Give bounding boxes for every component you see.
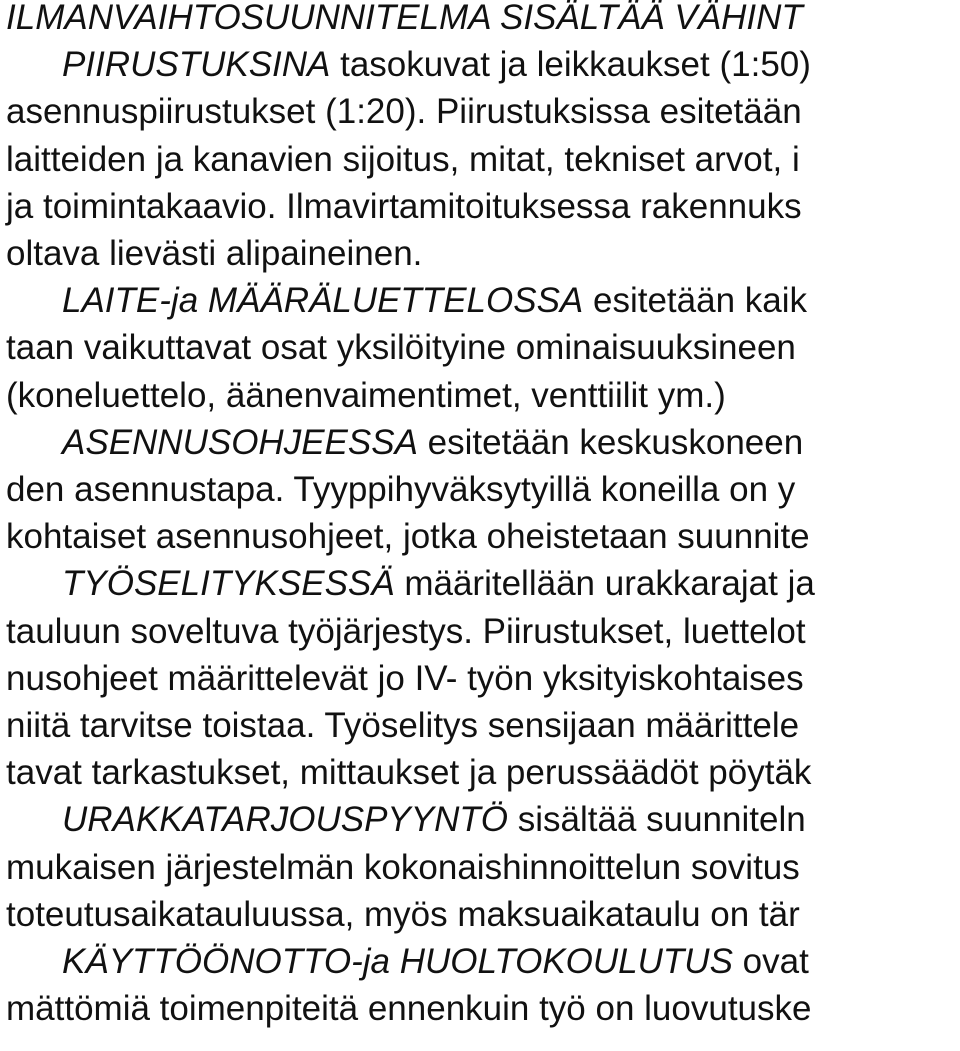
section-heading: ILMANVAIHTOSUUNNITELMA SISÄLTÄÄ VÄHINT — [6, 0, 803, 37]
text-line — [62, 562, 815, 606]
body-text: tavat tarkastukset, mittaukset ja perussäädöt pöytäk — [6, 753, 812, 793]
body-text: sisältää suunniteln — [508, 800, 806, 840]
section-heading: URAKKATARJOUSPYYNTÖ — [62, 800, 508, 840]
text-line — [6, 326, 796, 370]
body-text: ovat — [732, 942, 809, 981]
text-line — [6, 846, 800, 890]
text-line — [62, 279, 807, 323]
section-heading: TYÖSELITYKSESSÄ — [62, 564, 395, 604]
body-text: määritellään urakkarajat ja — [394, 564, 815, 604]
body-text: laitteiden ja kanavien sijoitus, mitat, tekniset arvot, i — [6, 139, 800, 179]
text-line — [6, 374, 726, 418]
text-line — [6, 704, 799, 748]
text-line — [62, 43, 811, 87]
body-text: tauluun soveltuva työjärjestys. Piirustukset, luettelot — [6, 611, 806, 651]
text-line — [6, 893, 800, 937]
body-text: ja toimintakaavio. Ilmavirtamitoituksessa rakennuks — [6, 186, 802, 226]
body-text: esitetään keskuskoneen — [417, 422, 804, 462]
text-line — [6, 657, 804, 701]
section-heading: KÄYTTÖÖNOTTO-ja HUOLTOKOULUTUS — [62, 942, 733, 981]
text-line — [6, 232, 422, 276]
text-line — [6, 468, 795, 512]
section-heading: ASENNUSOHJEESSA — [62, 422, 418, 462]
body-text: toteutusaikatauluussa, myös maksuaikataulu on tär — [6, 894, 800, 934]
text-line — [62, 421, 803, 465]
text-line — [62, 940, 809, 984]
section-heading: LAITE-ja MÄÄRÄLUETTELOSSA — [62, 281, 584, 321]
body-text: den asennustapa. Tyyppihyväksytyillä koneilla on y — [6, 470, 796, 509]
text-line — [6, 185, 802, 229]
text-line — [6, 751, 811, 795]
text-line — [6, 987, 811, 1031]
body-text: taan vaikuttavat osat yksilöityine ominaisuuksineen — [6, 328, 796, 368]
text-line — [6, 515, 810, 559]
body-text: asennuspiirustukset (1:20). Piirustuksissa esitetään — [6, 92, 802, 132]
body-text: mättömiä toimenpiteitä ennenkuin työ on luovutuske — [6, 989, 812, 1029]
body-text: esitetään kaik — [583, 281, 808, 321]
body-text: niitä tarvitse toistaa. Työselitys sensijaan määrittele — [6, 706, 800, 745]
body-text: (koneluettelo, äänenvaimentimet, venttiilit ym.) — [6, 375, 726, 415]
body-text: nusohjeet määrittelevät jo IV- työn yksityiskohtaises — [6, 658, 804, 698]
text-line — [6, 0, 803, 40]
body-text: mukaisen järjestelmän kokonaishinnoittelun sovitus — [6, 847, 800, 887]
text-line — [62, 798, 806, 842]
text-line — [6, 138, 800, 182]
text-line — [6, 610, 806, 654]
text-line — [6, 90, 802, 134]
section-heading: PIIRUSTUKSINA — [62, 45, 331, 85]
body-text: oltava lievästi alipaineinen. — [6, 234, 423, 273]
body-text: tasokuvat ja leikkaukset (1:50) — [330, 45, 811, 85]
body-text: kohtaiset asennusohjeet, jotka oheistetaan suunnite — [6, 517, 810, 557]
